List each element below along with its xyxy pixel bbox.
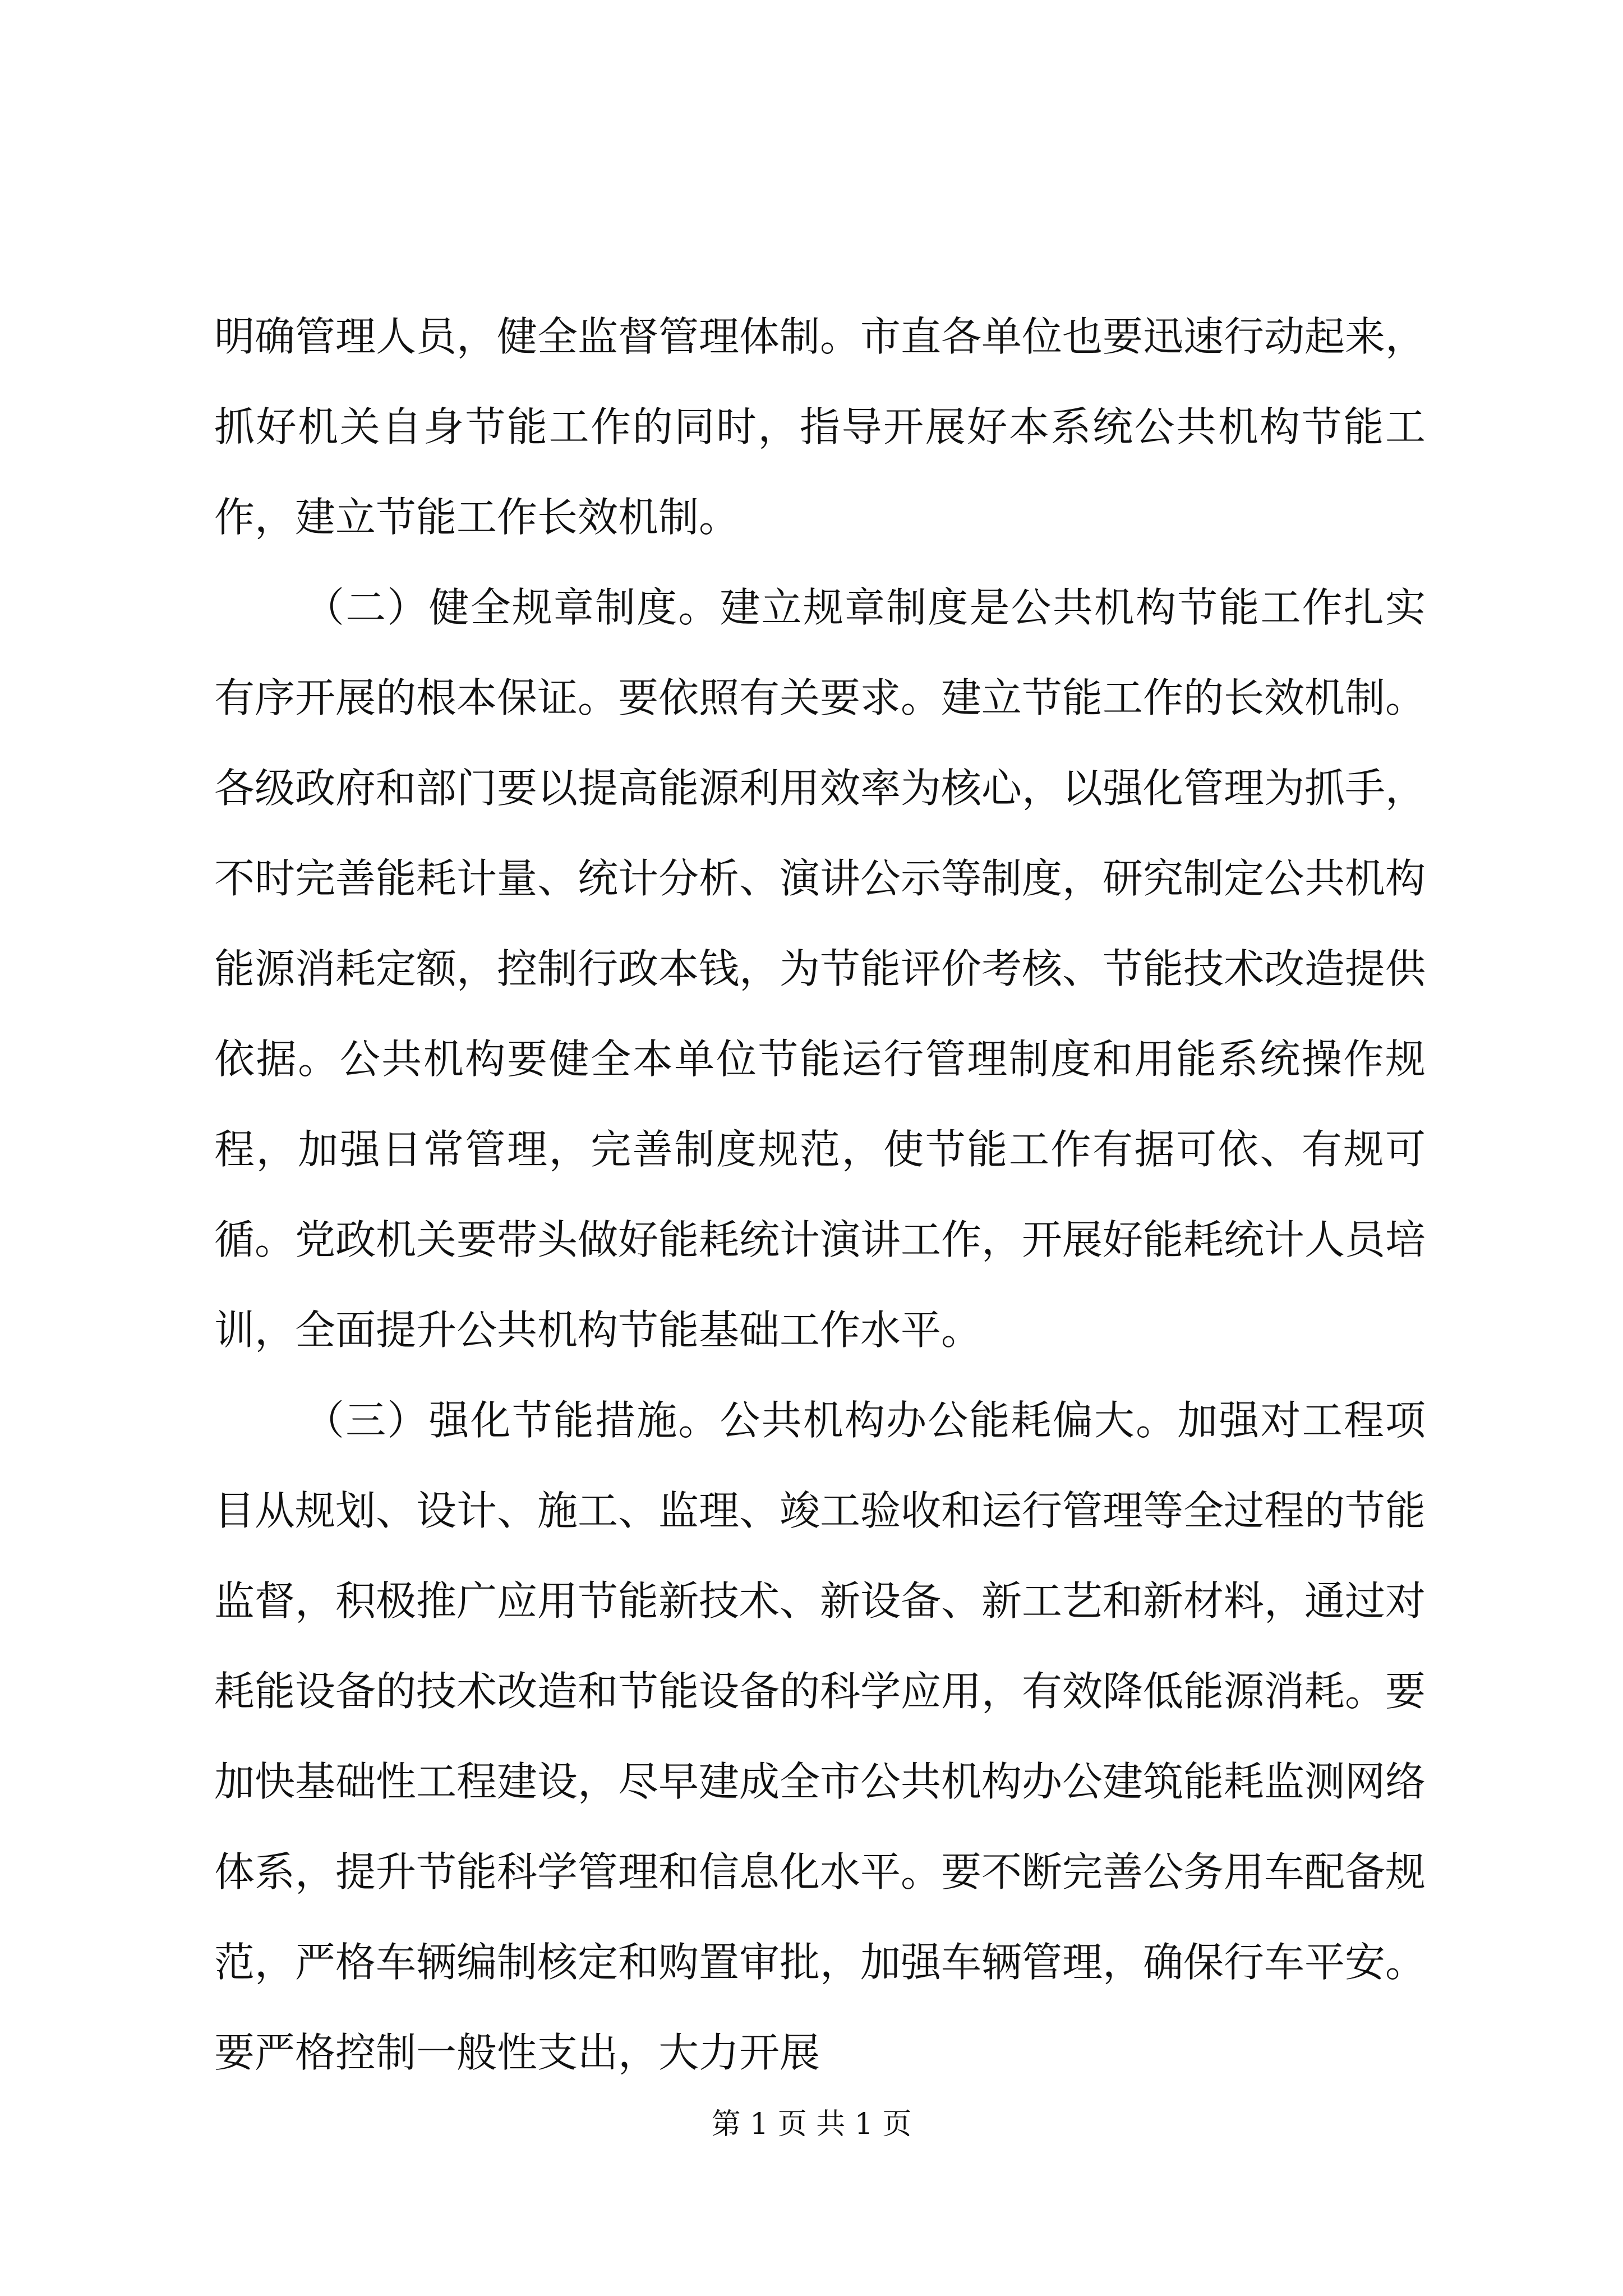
document-body (214, 292, 1426, 2098)
paragraph-3: （三）强化节能措施。公共机构办公能耗偏大。加强对工程项目从规划、设计、施工、监理、竣工验收和运行管理等全过程的节能监督，积极推广应用节能新技术、新设备、新工艺和新材料，通过对耗能设备的技术改造和节能设备的科学应用，有效降低能源消耗。要加快基础性工程建设，尽早建成全市公共机构办公建筑能耗监测网络体系，提升节能科学管理和信息化水平。要不断完善公务用车配备规范，严格车辆编制核定和购置审批，加强车辆管理，确保行车平安。要严格控制一般性支出，大力开展 (214, 1397, 1426, 2076)
paragraph-2: （二）健全规章制度。建立规章制度是公共机构节能工作扎实有序开展的根本保证。要依照有关要求。建立节能工作的长效机制。各级政府和部门要以提高能源利用效率为核心，以强化管理为抓手，不时完善能耗计量、统计分析、演讲公示等制度，研究制定公共机构能源消耗定额，控制行政本钱，为节能评价考核、节能技术改造提供依据。公共机构要健全本单位节能运行管理制度和用能系统操作规程，加强日常管理，完善制度规范，使节能工作有据可依、有规可循。党政机关要带头做好能耗统计演讲工作，开展好能耗统计人员培训，全面提升公共机构节能基础工作水平。 (214, 584, 1426, 1354)
paragraph-1: 明确管理人员，健全监督管理体制。市直各单位也要迅速行动起来，抓好机关自身节能工作的同时，指导开展好本系统公共机构节能工作，建立节能工作长效机制。 (214, 313, 1426, 541)
page-number-footer: 第 1 页 共 1 页 (711, 2108, 912, 2141)
